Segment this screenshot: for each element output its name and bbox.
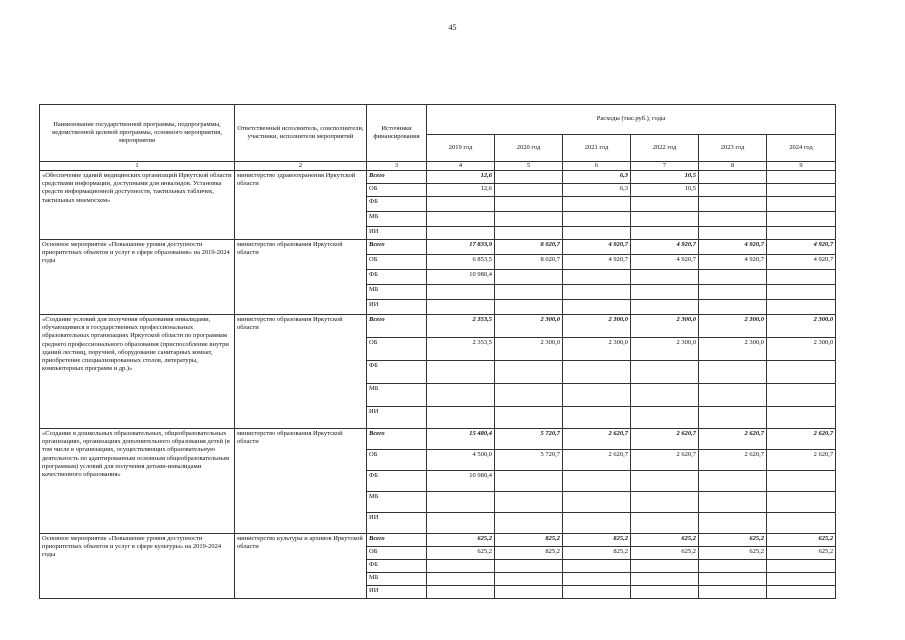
value-cell: 12,6 (427, 184, 495, 197)
value-cell (495, 285, 563, 300)
source-cell: Всего (367, 315, 427, 338)
value-cell: 2 620,7 (699, 450, 767, 471)
value-cell (631, 513, 699, 534)
value-cell (767, 300, 836, 315)
header-year: 2022 год (631, 135, 699, 162)
header-year: 2020 год (495, 135, 563, 162)
program-name-cell: «Создание условий для получения образования инвалидами, обучающимися в государственных профессиональных образовательных организациях Иркутской области по программам среднего профессионального образования (приспособление внутри зданий лестниц, поручней, оборудование санитарных комнат, приобретение специализированных столов, литературы, компьютерных программ и др.)» (40, 315, 235, 429)
value-cell (631, 285, 699, 300)
value-cell: 2 620,7 (699, 429, 767, 450)
index-cell: 1 (40, 162, 235, 171)
index-cell: 9 (767, 162, 836, 171)
executor-cell: министерство культуры и архивов Иркутской области (235, 534, 367, 599)
source-cell: ФБ (367, 197, 427, 212)
value-cell (631, 407, 699, 429)
value-cell (699, 513, 767, 534)
table-row (40, 171, 836, 184)
value-cell: 2 353,5 (427, 315, 495, 338)
value-cell (699, 560, 767, 573)
source-cell: ОБ (367, 547, 427, 560)
executor-cell: министерство образования Иркутской области (235, 315, 367, 429)
value-cell: 2 353,5 (427, 338, 495, 361)
value-cell: 825,2 (563, 547, 631, 560)
value-cell (563, 471, 631, 492)
value-cell: 17 833,9 (427, 240, 495, 255)
value-cell (427, 285, 495, 300)
header-source: Источники финансирования (367, 105, 427, 162)
source-cell: ОБ (367, 184, 427, 197)
value-cell (699, 471, 767, 492)
value-cell (427, 560, 495, 573)
value-cell: 15 480,4 (427, 429, 495, 450)
value-cell (699, 212, 767, 227)
value-cell (427, 492, 495, 513)
value-cell: 825,2 (563, 534, 631, 547)
table-row (40, 429, 836, 450)
value-cell: 2 300,0 (563, 338, 631, 361)
value-cell (495, 227, 563, 240)
value-cell (563, 573, 631, 586)
value-cell (495, 586, 563, 599)
value-cell: 8 020,7 (495, 255, 563, 270)
value-cell: 625,2 (767, 547, 836, 560)
value-cell: 2 620,7 (767, 450, 836, 471)
value-cell (427, 586, 495, 599)
value-cell (631, 227, 699, 240)
index-cell: 4 (427, 162, 495, 171)
value-cell (767, 361, 836, 384)
value-cell: 4 920,7 (631, 240, 699, 255)
index-cell: 3 (367, 162, 427, 171)
value-cell (699, 407, 767, 429)
value-cell: 8 020,7 (495, 240, 563, 255)
index-row (40, 162, 836, 171)
source-cell: ОБ (367, 338, 427, 361)
source-cell: ИИ (367, 513, 427, 534)
value-cell (563, 270, 631, 285)
header-executor: Ответственный исполнитель, соисполнители, участники, исполнители мероприятий (235, 105, 367, 162)
value-cell (767, 573, 836, 586)
header-year: 2023 год (699, 135, 767, 162)
index-cell: 5 (495, 162, 563, 171)
value-cell (767, 270, 836, 285)
source-cell: ОБ (367, 450, 427, 471)
value-cell: 4 920,7 (563, 255, 631, 270)
value-cell (699, 573, 767, 586)
value-cell (631, 300, 699, 315)
value-cell (767, 513, 836, 534)
table-row (40, 315, 836, 338)
value-cell: 10 980,4 (427, 471, 495, 492)
source-cell: МБ (367, 285, 427, 300)
value-cell (699, 184, 767, 197)
source-cell: ФБ (367, 471, 427, 492)
header-year: 2024 год (767, 135, 836, 162)
executor-cell: министерство образования Иркутской области (235, 429, 367, 534)
value-cell: 2 300,0 (631, 338, 699, 361)
value-cell (563, 384, 631, 407)
value-cell (495, 471, 563, 492)
source-cell: ИИ (367, 586, 427, 599)
value-cell (631, 586, 699, 599)
value-cell (699, 270, 767, 285)
source-cell: ОБ (367, 255, 427, 270)
program-name-cell: Основное мероприятие «Повышение уровня доступности приоритетных объектов и услуг в сфере культуры» на 2019-2024 годы (40, 534, 235, 599)
source-cell: Всего (367, 534, 427, 547)
value-cell: 4 920,7 (767, 255, 836, 270)
value-cell (767, 471, 836, 492)
value-cell (495, 184, 563, 197)
value-cell (427, 573, 495, 586)
source-cell: ИИ (367, 227, 427, 240)
value-cell: 12,6 (427, 171, 495, 184)
executor-cell: министерство здравоохранения Иркутской области (235, 171, 367, 240)
source-cell: ИИ (367, 300, 427, 315)
value-cell: 625,2 (767, 534, 836, 547)
value-cell (767, 384, 836, 407)
value-cell (699, 227, 767, 240)
value-cell: 2 300,0 (563, 315, 631, 338)
value-cell (563, 586, 631, 599)
header-year: 2021 год (563, 135, 631, 162)
expenses-table (39, 104, 836, 599)
source-cell: ФБ (367, 270, 427, 285)
source-cell: Всего (367, 429, 427, 450)
value-cell (631, 361, 699, 384)
value-cell (699, 586, 767, 599)
value-cell (631, 212, 699, 227)
value-cell: 4 920,7 (563, 240, 631, 255)
value-cell: 2 300,0 (767, 338, 836, 361)
value-cell (767, 212, 836, 227)
value-cell: 825,2 (495, 534, 563, 547)
index-cell: 6 (563, 162, 631, 171)
value-cell (699, 492, 767, 513)
value-cell: 2 620,7 (631, 450, 699, 471)
value-cell (495, 361, 563, 384)
value-cell: 2 620,7 (563, 450, 631, 471)
value-cell: 625,2 (631, 547, 699, 560)
value-cell (563, 560, 631, 573)
value-cell (631, 492, 699, 513)
value-cell (495, 560, 563, 573)
source-cell: Всего (367, 171, 427, 184)
value-cell: 2 300,0 (495, 338, 563, 361)
value-cell: 2 620,7 (767, 429, 836, 450)
value-cell (699, 361, 767, 384)
value-cell: 5 720,7 (495, 450, 563, 471)
value-cell (631, 197, 699, 212)
value-cell: 4 920,7 (767, 240, 836, 255)
value-cell (495, 492, 563, 513)
source-cell: МБ (367, 492, 427, 513)
value-cell (767, 560, 836, 573)
value-cell: 625,2 (699, 547, 767, 560)
value-cell: 625,2 (631, 534, 699, 547)
value-cell: 10,5 (631, 171, 699, 184)
value-cell (495, 513, 563, 534)
value-cell (427, 227, 495, 240)
value-cell (563, 407, 631, 429)
value-cell (563, 227, 631, 240)
header-name: Наименование государственной программы, подпрограммы, ведомственной целевой программы, основного мероприятия, мероприятия (40, 105, 235, 162)
value-cell: 825,2 (495, 547, 563, 560)
value-cell (631, 270, 699, 285)
value-cell (495, 270, 563, 285)
value-cell (495, 407, 563, 429)
value-cell (563, 513, 631, 534)
value-cell (631, 471, 699, 492)
value-cell: 2 620,7 (631, 429, 699, 450)
value-cell (495, 384, 563, 407)
executor-cell: министерство образования Иркутской области (235, 240, 367, 315)
value-cell (767, 171, 836, 184)
value-cell (427, 513, 495, 534)
value-cell (427, 212, 495, 227)
value-cell (631, 573, 699, 586)
value-cell (427, 197, 495, 212)
value-cell (563, 300, 631, 315)
value-cell: 625,2 (699, 534, 767, 547)
header-year: 2019 год (427, 135, 495, 162)
header-expenses: Расходы (тыс.руб.), годы (427, 105, 836, 135)
value-cell (767, 197, 836, 212)
value-cell (699, 171, 767, 184)
value-cell (699, 384, 767, 407)
value-cell: 2 620,7 (563, 429, 631, 450)
value-cell: 2 300,0 (699, 338, 767, 361)
value-cell (563, 492, 631, 513)
value-cell (495, 171, 563, 184)
value-cell: 10 980,4 (427, 270, 495, 285)
value-cell (699, 197, 767, 212)
value-cell: 5 720,7 (495, 429, 563, 450)
value-cell: 2 300,0 (699, 315, 767, 338)
value-cell: 4 920,7 (699, 255, 767, 270)
program-name-cell: «Обеспечение зданий медицинских организаций Иркутской области средствами информации, доступными для инвалидов. Установка средств информационной доступности, тактильных табличек, тактильных мнемосхем» (40, 171, 235, 240)
value-cell: 2 300,0 (631, 315, 699, 338)
page-number: 45 (448, 23, 457, 32)
value-cell (699, 285, 767, 300)
source-cell: МБ (367, 384, 427, 407)
source-cell: Всего (367, 240, 427, 255)
value-cell: 6,3 (563, 171, 631, 184)
value-cell (631, 560, 699, 573)
value-cell (563, 197, 631, 212)
value-cell (767, 492, 836, 513)
value-cell: 2 300,0 (495, 315, 563, 338)
value-cell (427, 384, 495, 407)
value-cell (699, 300, 767, 315)
source-cell: МБ (367, 212, 427, 227)
source-cell: ФБ (367, 560, 427, 573)
value-cell (631, 384, 699, 407)
value-cell: 6,3 (563, 184, 631, 197)
index-cell: 2 (235, 162, 367, 171)
table-row (40, 534, 836, 547)
value-cell: 10,5 (631, 184, 699, 197)
value-cell (767, 184, 836, 197)
value-cell (495, 300, 563, 315)
value-cell (767, 407, 836, 429)
value-cell (767, 227, 836, 240)
program-name-cell: «Создание в дошкольных образовательных, общеобразовательных организациях, организациях дополнительного образования детей (в том числе в организациях, осуществляющих образовательную деятельность по адаптированным основным общеобразовательным программам) условий для получения детьми-инвалидами качественного образования» (40, 429, 235, 534)
value-cell (495, 573, 563, 586)
value-cell: 2 300,0 (767, 315, 836, 338)
value-cell: 4 500,0 (427, 450, 495, 471)
value-cell: 4 920,7 (699, 240, 767, 255)
value-cell (563, 285, 631, 300)
source-cell: МБ (367, 573, 427, 586)
index-cell: 8 (699, 162, 767, 171)
value-cell (427, 300, 495, 315)
value-cell (767, 586, 836, 599)
value-cell: 4 920,7 (631, 255, 699, 270)
value-cell (495, 212, 563, 227)
value-cell (427, 361, 495, 384)
index-cell: 7 (631, 162, 699, 171)
value-cell: 625,2 (427, 547, 495, 560)
source-cell: ФБ (367, 361, 427, 384)
table-row (40, 240, 836, 255)
value-cell (495, 197, 563, 212)
value-cell (767, 285, 836, 300)
value-cell (427, 407, 495, 429)
value-cell: 6 853,5 (427, 255, 495, 270)
value-cell (563, 212, 631, 227)
source-cell: ИИ (367, 407, 427, 429)
value-cell (563, 361, 631, 384)
value-cell: 625,2 (427, 534, 495, 547)
program-name-cell: Основное мероприятие «Повышение уровня доступности приоритетных объектов и услуг в сфере образования» на 2019-2024 годы (40, 240, 235, 315)
